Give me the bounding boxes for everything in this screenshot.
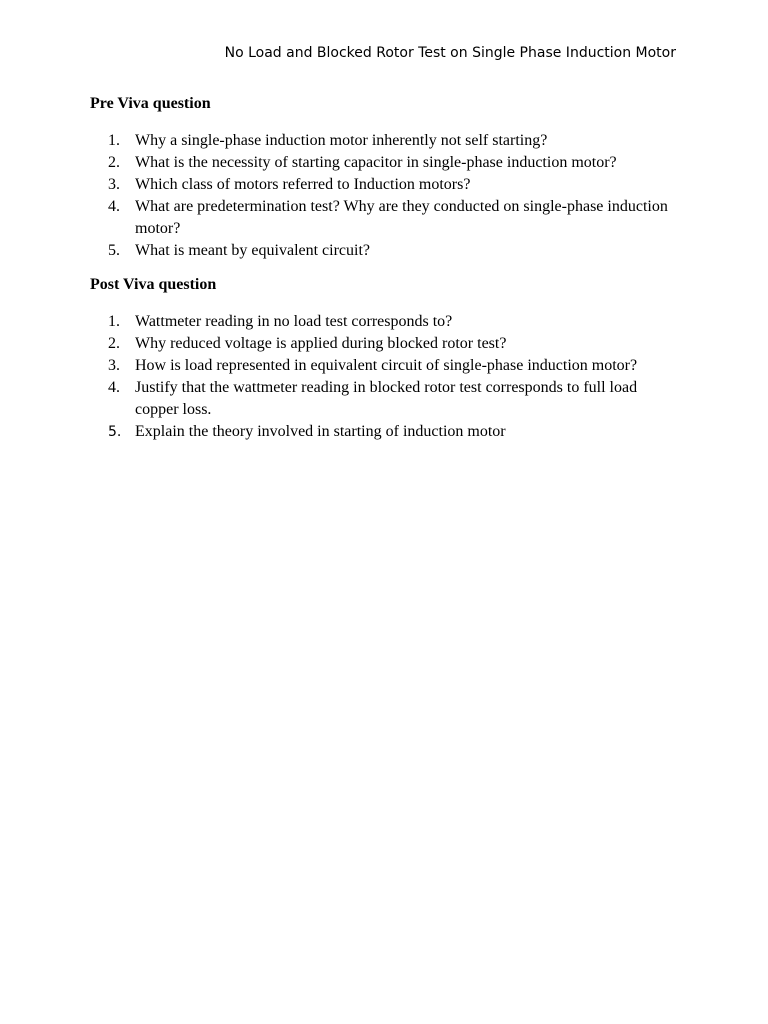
- question-number: 4.: [108, 198, 120, 215]
- pre-viva-question-4: [108, 196, 668, 240]
- question-number: 3.: [108, 357, 120, 374]
- question-number: 5.: [108, 424, 122, 440]
- question-number: 1.: [108, 132, 120, 149]
- post-viva-question-3: [108, 355, 668, 377]
- running-header: No Load and Blocked Rotor Test on Single Phase Induction Motor: [224, 45, 676, 61]
- question-number: 1.: [108, 313, 120, 330]
- pre-viva-question-list: [108, 130, 668, 262]
- post-viva-question-list: [108, 311, 668, 443]
- question-text: What are predetermination test? Why are they conducted on single-phase induction motor?: [135, 198, 668, 237]
- pre-viva-question-5: [108, 240, 668, 262]
- question-text: Which class of motors referred to Induction motors?: [135, 176, 471, 193]
- question-text: Justify that the wattmeter reading in blocked rotor test corresponds to full load copper loss.: [135, 379, 638, 418]
- question-number: 2.: [108, 154, 120, 171]
- question-number: 4.: [108, 379, 120, 396]
- post-viva-question-4: [108, 377, 668, 421]
- question-text: Why reduced voltage is applied during blocked rotor test?: [135, 335, 507, 352]
- post-viva-heading: Post Viva question: [90, 276, 217, 293]
- pre-viva-question-2: [108, 152, 668, 174]
- question-text: Why a single-phase induction motor inherently not self starting?: [135, 132, 548, 149]
- post-viva-question-1: [108, 311, 668, 333]
- question-text: Wattmeter reading in no load test corresponds to?: [135, 313, 453, 330]
- post-viva-question-2: [108, 333, 668, 355]
- question-text: What is meant by equivalent circuit?: [135, 242, 371, 259]
- question-text: Explain the theory involved in starting of induction motor: [135, 423, 506, 440]
- question-number: 2.: [108, 335, 120, 352]
- pre-viva-question-3: [108, 174, 668, 196]
- post-viva-question-5: [108, 421, 668, 443]
- pre-viva-heading: Pre Viva question: [90, 95, 211, 112]
- question-text: How is load represented in equivalent circuit of single-phase induction motor?: [135, 357, 638, 374]
- question-text: What is the necessity of starting capacitor in single-phase induction motor?: [135, 154, 617, 171]
- question-number: 3.: [108, 176, 120, 193]
- pre-viva-question-1: [108, 130, 668, 152]
- question-number: 5.: [108, 242, 120, 259]
